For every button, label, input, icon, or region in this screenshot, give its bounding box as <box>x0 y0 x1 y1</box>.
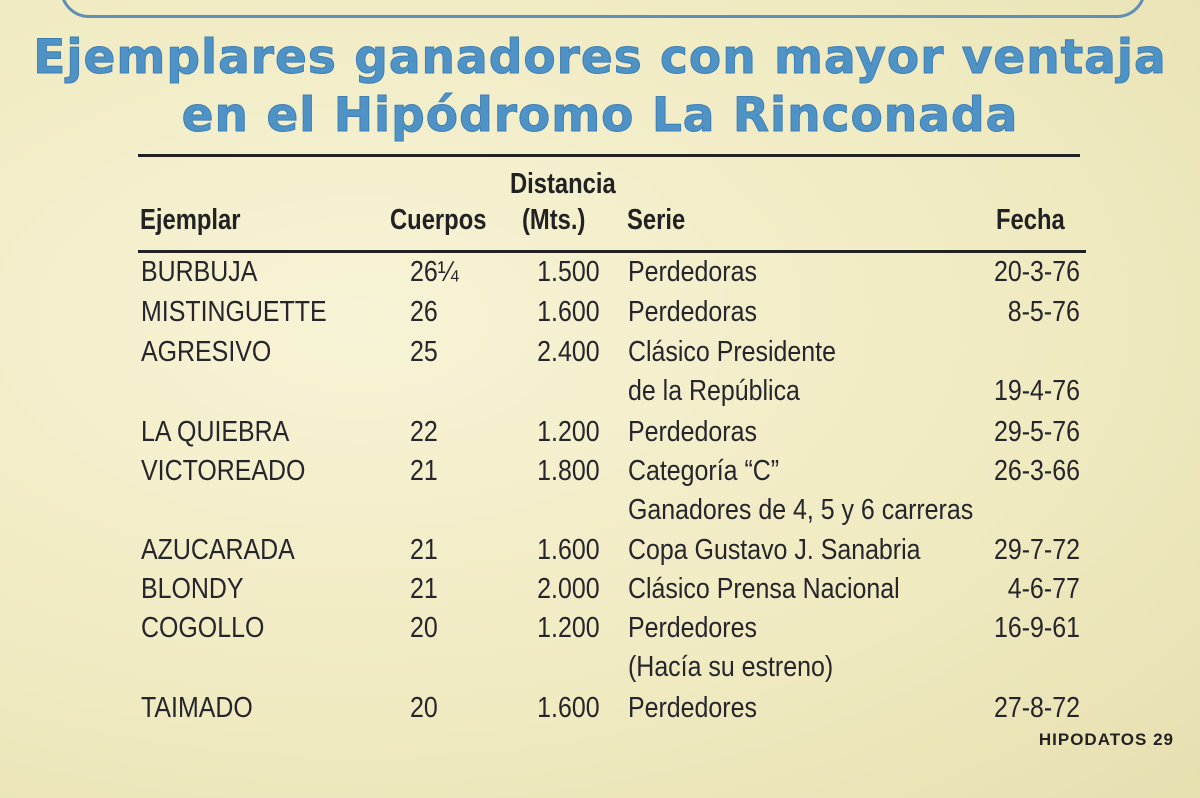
row-fecha: 27-8-72 <box>994 692 1080 724</box>
row-cuerpos: 26¼ <box>410 256 459 288</box>
title-line-2: en el Hipódromo La Rinconada <box>181 88 1019 143</box>
row-cuerpos: 25 <box>410 336 438 368</box>
row-serie: Perdedoras <box>628 296 757 328</box>
row-ejemplar: AGRESIVO <box>141 336 272 368</box>
row-distancia: 2.400 <box>537 336 600 368</box>
title-line-1: Ejemplares ganadores con mayor ventaja <box>33 30 1167 85</box>
header-cuerpos: Cuerpos <box>390 204 487 236</box>
row-cuerpos: 20 <box>410 692 438 724</box>
header-ejemplar: Ejemplar <box>140 204 241 236</box>
row-ejemplar: VICTOREADO <box>141 455 306 487</box>
row-distancia: 1.200 <box>537 612 600 644</box>
row-distancia: 1.600 <box>537 692 600 724</box>
row-serie: Clásico Presidente <box>628 336 836 368</box>
row-distancia: 1.600 <box>537 296 600 328</box>
top-rule <box>138 154 1080 157</box>
row-serie-cont: de la República <box>628 375 800 407</box>
page-footer: HIPODATOS 29 <box>1038 730 1174 749</box>
row-serie: Categoría “C” <box>628 455 780 487</box>
row-ejemplar: AZUCARADA <box>141 534 295 566</box>
row-cuerpos: 21 <box>410 455 438 487</box>
row-fecha: 29-7-72 <box>994 534 1080 566</box>
row-distancia: 1.800 <box>537 455 600 487</box>
row-serie-cont: (Hacía su estreno) <box>628 651 834 683</box>
row-distancia: 1.600 <box>537 534 600 566</box>
top-frame-border <box>60 0 1146 18</box>
header-fecha: Fecha <box>996 204 1065 236</box>
row-fecha: 16-9-61 <box>994 612 1080 644</box>
row-fecha: 20-3-76 <box>994 256 1080 288</box>
row-distancia: 1.200 <box>537 416 600 448</box>
row-cuerpos: 26 <box>410 296 438 328</box>
row-cuerpos: 22 <box>410 416 438 448</box>
row-ejemplar: BLONDY <box>141 573 244 605</box>
header-distancia: Distancia <box>510 168 616 200</box>
row-ejemplar: TAIMADO <box>141 692 253 724</box>
row-distancia: 1.500 <box>537 256 600 288</box>
row-fecha: 26-3-66 <box>994 455 1080 487</box>
header-rule <box>138 250 1086 253</box>
row-distancia: 2.000 <box>537 573 600 605</box>
row-cuerpos: 21 <box>410 534 438 566</box>
row-serie: Perdedores <box>628 612 757 644</box>
row-ejemplar: BURBUJA <box>141 256 258 288</box>
row-fecha: 19-4-76 <box>994 375 1080 407</box>
row-ejemplar: MISTINGUETTE <box>141 296 327 328</box>
row-fecha: 8-5-76 <box>1007 296 1080 328</box>
row-ejemplar: LA QUIEBRA <box>141 416 290 448</box>
header-serie: Serie <box>627 204 686 236</box>
row-ejemplar: COGOLLO <box>141 612 265 644</box>
row-serie: Clásico Prensa Nacional <box>628 573 900 605</box>
header-distancia-units: (Mts.) <box>522 204 586 236</box>
row-serie: Perdedores <box>628 692 757 724</box>
row-cuerpos: 20 <box>410 612 438 644</box>
row-serie: Perdedoras <box>628 256 757 288</box>
row-fecha: 4-6-77 <box>1007 573 1080 605</box>
row-cuerpos: 21 <box>410 573 438 605</box>
row-serie: Perdedoras <box>628 416 757 448</box>
row-serie-cont: Ganadores de 4, 5 y 6 carreras <box>628 494 974 526</box>
row-serie: Copa Gustavo J. Sanabria <box>628 534 921 566</box>
row-fecha: 29-5-76 <box>994 416 1080 448</box>
